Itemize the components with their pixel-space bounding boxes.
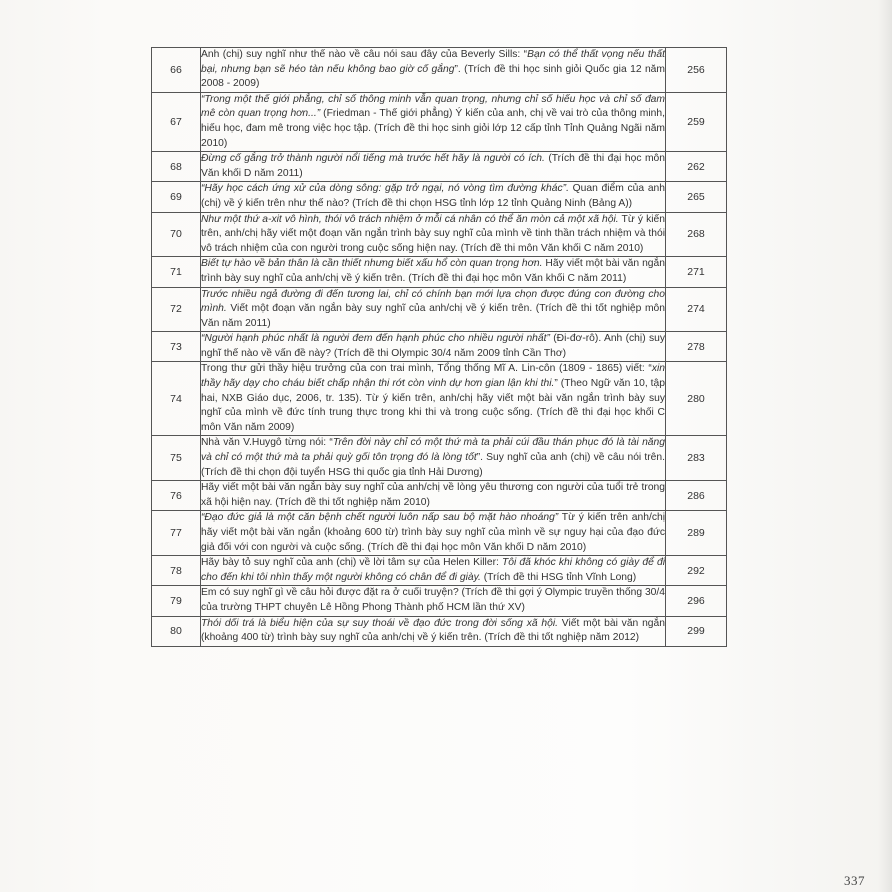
topic-page-number: 256: [666, 48, 727, 93]
contents-row: [152, 616, 727, 646]
topic-text: [201, 48, 666, 93]
contents-row: [152, 287, 727, 332]
topic-number: 70: [152, 212, 201, 257]
topic-quote-italic: Trên đời này chỉ có một thứ mà ta phải cúi đầu thán phục đó là tài năng và chỉ có một thứ mà ta phải quỳ gối tôn trọng đó là lòng tốt: [201, 437, 665, 464]
contents-row: [152, 182, 727, 212]
topic-page-number: 274: [666, 287, 727, 332]
topic-page-number: 292: [666, 556, 727, 586]
topic-text: [201, 332, 666, 362]
contents-row: [152, 436, 727, 481]
topic-text-segment: Trong thư gửi thầy hiệu trưởng của con trai mình, Tổng thống Mĩ A. Lin-côn (1809 - 1865) viết: “: [201, 363, 652, 375]
topic-text-segment: Hãy viết một bài văn ngắn bày suy nghĩ của anh/chị về lòng yêu thương con người của tuổi trẻ trong xã hội hiện nay. (Trích đề thi tốt nghiệp năm 2010): [201, 482, 665, 508]
contents-row: [152, 481, 727, 511]
topic-text: [201, 182, 666, 212]
topic-page-number: 289: [666, 511, 727, 556]
topic-quote-italic: “Người hạnh phúc nhất là người đem đến hạnh phúc cho nhiều người nhất”: [201, 333, 550, 345]
contents-row: [152, 92, 727, 151]
topic-quote-italic: Tôi đã khóc khi không có giày để đi cho đến khi tôi nhìn thấy một người không có chân để đi giày.: [201, 557, 666, 583]
topic-text-segment: ”. Suy nghĩ của anh (chị) về câu nói trên. (Trích đề thi chọn đội tuyển HSG thi quốc gia tỉnh Hải Dương): [201, 452, 665, 478]
topic-text-segment: Viết một đoạn văn ngắn bày suy nghĩ của anh/chị về ý kiến trên. (Trích đề thi tốt nghiệp môn Văn năm 2011): [201, 303, 665, 329]
topic-number: 77: [152, 511, 201, 556]
topic-text: [201, 152, 666, 182]
topic-number: 69: [152, 182, 201, 212]
topic-text-segment: Hãy viết một bài văn ngắn trình bày suy nghĩ của anh/chị về ý kiến trên. (Trích đề thi đại học môn Văn khối C năm 2011): [201, 258, 665, 284]
topic-text: [201, 436, 666, 481]
contents-row: [152, 152, 727, 182]
topic-text-segment: (Đi-đơ-rô). Anh (chị) suy nghĩ thế nào về vấn đề này? (Trích đề thi Olympic 30/4 năm 2009 tỉnh Cần Thơ): [201, 333, 665, 359]
topic-number: 68: [152, 152, 201, 182]
topic-page-number: 280: [666, 362, 727, 436]
topic-number: 72: [152, 287, 201, 332]
topic-quote-italic: Như một thứ a-xit vô hình, thói vô trách nhiệm ở mỗi cá nhân có thể ăn mòn cả một xã hội.: [201, 213, 619, 225]
topic-quote-italic: Thói dối trá là biểu hiện của sự suy thoái về đạo đức trong đời sống xã hội.: [201, 617, 558, 629]
topic-quote-italic: Đừng cố gắng trở thành người nổi tiếng mà trước hết hãy là người có ích.: [201, 153, 545, 165]
topic-number: 80: [152, 616, 201, 646]
contents-row: [152, 212, 727, 257]
topic-text: [201, 616, 666, 646]
topic-text-segment: Anh (chị) suy nghĩ như thế nào về câu nói sau đây của Beverly Sills: “: [201, 49, 528, 60]
topic-text: [201, 481, 666, 511]
topic-page-number: 265: [666, 182, 727, 212]
topic-text-segment: (Friedman - Thế giới phẳng) Ý kiến của anh, chị về vai trò của thông minh, hiếu học, đam mê trong việc học tập. (Trích đề thi học sinh giỏi lớp 12 cấp tỉnh Tỉnh Quảng Ngãi năm 2010): [201, 108, 665, 149]
contents-row: [152, 48, 727, 93]
topic-text: [201, 362, 666, 436]
topic-text: [201, 586, 666, 616]
topic-number: 66: [152, 48, 201, 93]
topic-quote-italic: Bạn có thể thất vọng nếu thất bại, nhưng bạn sẽ héo tàn nếu không bao giờ cố gắng: [201, 49, 665, 75]
contents-row: [152, 257, 727, 287]
topic-page-number: 299: [666, 616, 727, 646]
topic-text-segment: Em có suy nghĩ gì về câu hỏi được đặt ra ở cuối truyện? (Trích đề thi gợi ý Olympic truyền thống 30/4 của trường THPT chuyên Lê Hồng Phong Thành phố HCM lần thứ XV): [201, 587, 665, 613]
topic-page-number: 262: [666, 152, 727, 182]
topic-text: [201, 556, 666, 586]
topic-number: 79: [152, 586, 201, 616]
contents-row: [152, 556, 727, 586]
topic-quote-italic: Biết tự hào về bản thân là cần thiết nhưng biết xấu hổ còn quan trọng hơn.: [201, 258, 543, 270]
topic-text: [201, 287, 666, 332]
topic-page-number: 296: [666, 586, 727, 616]
topic-text-segment: Hãy bày tỏ suy nghĩ của anh (chị) về lời tâm sự của Helen Killer:: [201, 557, 502, 569]
topic-text-segment: (Trích đề thi đại học môn Văn khối D năm 2011): [201, 153, 665, 179]
topic-text-segment: ”. (Trích đề thi học sinh giỏi Quốc gia 12 năm 2008 - 2009): [201, 63, 665, 90]
topic-text-segment: ” (Theo Ngữ văn 10, tập hai, NXB Giáo dục, 2006, tr. 135). Từ ý kiến trên, anh/chị hãy viết một bài văn ngắn trình bày suy nghĩ của mình về đức tính trung thực trong khi thi và trong cuộc sống. (Trích đề thi đại học khối C môn Văn năm 2009): [201, 378, 665, 433]
topic-number: 78: [152, 556, 201, 586]
page-edge-shadow: [878, 0, 892, 892]
contents-table-body: [152, 48, 727, 647]
topic-text-segment: Từ ý kiến trên anh/chị hãy viết một bài văn ngắn (khoảng 600 từ) trình bày suy nghĩ của mình về sự nguy hại của đạo đức giả đối với con người và cuộc sống. (Trích đề thi đại học môn Văn khối D năm 2010): [201, 512, 665, 553]
contents-row: [152, 332, 727, 362]
topic-quote-italic: “Đạo đức giả là một căn bệnh chết người luôn nấp sau bộ mặt hào nhoáng”: [201, 512, 559, 524]
topic-page-number: 278: [666, 332, 727, 362]
topic-page-number: 283: [666, 436, 727, 481]
topic-quote-italic: Trước nhiều ngả đường đi đến tương lai, chỉ có chính bạn mới lựa chọn được đúng con đường cho mình.: [201, 288, 665, 315]
topic-text: [201, 257, 666, 287]
contents-table: [151, 47, 727, 647]
contents-row: [152, 511, 727, 556]
topic-quote-italic: “Hãy học cách ứng xử của dòng sông: gặp trở ngại, nó vòng tìm đường khác”.: [201, 183, 569, 195]
topic-text: [201, 511, 666, 556]
topic-number: 74: [152, 362, 201, 436]
topic-text: [201, 92, 666, 151]
topic-page-number: 259: [666, 92, 727, 151]
contents-row: [152, 586, 727, 616]
topic-text-segment: (Trích đề thi HSG tỉnh Vĩnh Long): [480, 571, 637, 583]
contents-row: [152, 362, 727, 436]
topic-number: 75: [152, 436, 201, 481]
topic-number: 73: [152, 332, 201, 362]
topic-text-segment: Từ ý kiến trên, anh/chị hãy viết một đoạn văn ngắn trình bày suy nghĩ của mình về tinh thần trách nhiệm và thói vô trách nhiệm của con người trong cuộc sống hiện nay. (Trích đề thi môn Văn khối C năm 2010): [201, 213, 665, 254]
topic-text: [201, 212, 666, 257]
topic-quote-italic: xin thầy hãy dạy cho cháu biết chấp nhận thi rớt còn vinh dự hơn gian lận khi thi.: [201, 363, 665, 390]
topic-number: 67: [152, 92, 201, 151]
topic-number: 71: [152, 257, 201, 287]
topic-page-number: 268: [666, 212, 727, 257]
topic-text-segment: Quan điểm của anh (chị) về ý kiến trên như thế nào? (Trích đề thi chọn HSG tỉnh lớp 12 tỉnh Quảng Ninh (Bảng A)): [201, 183, 666, 209]
topic-page-number: 286: [666, 481, 727, 511]
topic-number: 76: [152, 481, 201, 511]
topic-quote-italic: “Trong một thế giới phẳng, chỉ số thông minh vẫn quan trọng, nhưng chỉ số hiếu học và chỉ số đam mê còn quan trọng hơn...”: [201, 93, 665, 120]
topic-text-segment: Viết một bài văn ngắn (khoảng 400 từ) trình bày suy nghĩ của anh/chị về ý kiến trên. (Trích đề thi tốt nghiệp năm 2012): [201, 617, 665, 644]
topic-text-segment: Nhà văn V.Huygô từng nói: “: [201, 437, 333, 449]
topic-page-number: 271: [666, 257, 727, 287]
page-number: 337: [844, 873, 865, 888]
